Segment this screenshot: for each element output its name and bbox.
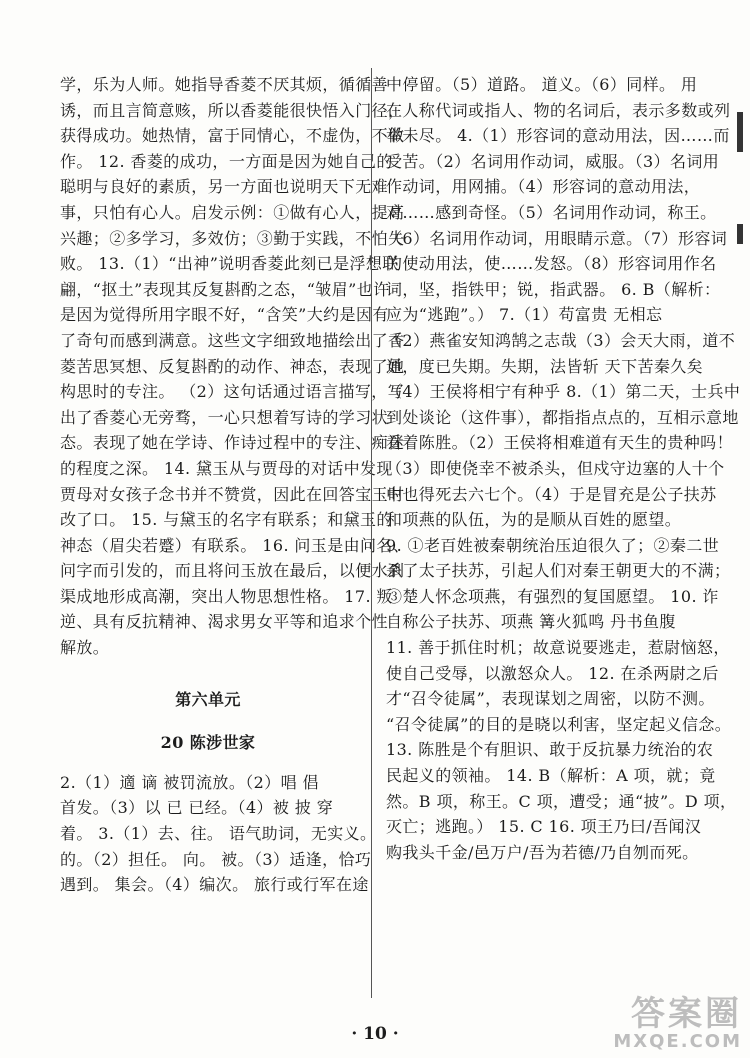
text-line: 是因为觉得所用字眼不好，“含笑”大约是因有 <box>60 305 389 325</box>
text-line: （4）王侯将相宁有种乎 8.（1）第二天，士兵中 <box>386 382 741 402</box>
lesson-title: 20 陈涉世家 <box>160 733 256 753</box>
text-line: 对……感到奇怪。（5）名词用作动词，称王。 <box>386 202 717 222</box>
text-line: ③楚人怀念项燕，有强烈的复国愿望。 10. 诈 <box>386 586 719 606</box>
text-line: 聪明与良好的素质，另一方面也说明天下无难 <box>60 177 389 197</box>
text-line: 中停留。（5）道路。 道义。（6）同样。 用 <box>386 75 698 94</box>
text-line: 11. 善于抓住时机；故意说要逃走，惹尉恼怒， <box>386 638 730 658</box>
text-line: 才“召令徒属”，表现谋划之周密，以防不测。 <box>386 689 715 709</box>
text-line: 贾母对女孩子念书并不赞赏，因此在回答宝玉时 <box>60 484 405 504</box>
text-line: （6）名词用作动词，用眼睛示意。（7）形容词 <box>386 228 728 248</box>
text-line: 通，度已失期。失期，法皆斩 天下苦秦久矣 <box>386 356 704 376</box>
text-line: 改了口。 15. 与黛玉的名字有联系；和黛玉的 <box>60 510 393 530</box>
text-line: “召令徒属”的目的是晓以利害，坚定起义信念。 <box>386 714 732 734</box>
edge-mark <box>737 112 743 152</box>
text-line: 中也得死去六七个。（4）于是冒充是公子扶苏 <box>386 484 717 504</box>
text-line: 的使动用法，使……发怒。（8）形容词用作名 <box>386 254 717 274</box>
text-line: 受苦。（2）名词用作动词，威服。（3）名词用 <box>386 151 720 171</box>
text-line: 灭亡；逃跑。） 15. C 16. 项王乃曰/吾闻汉 <box>386 817 702 837</box>
text-line: 到处谈论（这件事），都指指点点的，互相示意地 <box>386 407 739 427</box>
unit-title: 第六单元 <box>175 689 241 709</box>
text-line: 解放。 <box>60 638 110 658</box>
right-column <box>386 72 741 865</box>
edge-mark <box>737 224 743 244</box>
text-line: 翩，“抠土”表现其反复斟酌之态，“皱眉”也许 <box>60 279 390 299</box>
text-line: 获得成功。她热情，富于同情心，不虚伪，不做 <box>60 126 405 146</box>
text-line: 逆、具有反抗精神、渴求男女平等和追求个性 <box>60 612 389 632</box>
text-line: 问字而引发的，而且将问玉放在最后，以便水到 <box>60 561 405 581</box>
text-line: 事，只怕有心人。启发示例：①做有心人，提高 <box>60 202 405 222</box>
text-line: 的。（2）担任。 向。 被。（3）适逢，恰巧 <box>60 849 372 869</box>
text-line: 了奇句而感到满意。这些文字细致地描绘出了香 <box>60 330 405 350</box>
text-line: 作。 12. 香菱的成功，一方面是因为她自己的 <box>60 151 393 171</box>
column-divider <box>371 68 372 998</box>
text-line: 出了香菱心无旁骛，一心只想着写诗的学习状 <box>60 407 389 427</box>
text-line: 败。 13.（1）“出神”说明香菱此刻已是浮想联 <box>60 254 399 274</box>
text-line: 诱，而且言简意赅，所以香菱能很快悟入门径， <box>60 100 405 120</box>
text-line: 然。B 项，称王。C 项，遭受；通“披”。D 项， <box>386 791 737 811</box>
text-line: 使自己受辱，以激怒众人。 12. 在杀两尉之后 <box>386 663 719 683</box>
text-line: 自称公子扶苏、项燕 篝火狐鸣 丹书鱼腹 <box>386 612 676 632</box>
watermark <box>613 996 742 1052</box>
text-line: 应为“逃跑”。） 7.（1）苟富贵 无相忘 <box>386 305 663 325</box>
text-line: 看着陈胜。（2）王侯将相难道有天生的贵种吗！ <box>386 433 733 453</box>
text-line: （2）燕雀安知鸿鹄之志哉（3）会天大雨，道不 <box>386 330 736 350</box>
text-line: 神态（眉尖若蹙）有联系。 16. 问玉是由问名、 <box>60 535 410 555</box>
text-line: 在人称代词或指人、物的名词后，表示多数或列 <box>386 100 731 120</box>
text-line: 民起义的领袖。 14. B（解析：A 项，就；竟 <box>386 766 716 786</box>
watermark-logo-text: 答案圈 <box>631 994 742 1034</box>
watermark-url: MXQE.COM <box>613 1031 742 1052</box>
text-line: 学，乐为人师。她指导香菱不厌其烦，循循善 <box>60 75 389 94</box>
text-line: 态。表现了她在学诗、作诗过程中的专注、痴迷 <box>60 433 405 453</box>
text-line: 菱苦思冥想、反复斟酌的动作、神态，表现了她 <box>60 356 405 376</box>
text-line: 购我头千金/邑万户/吾为若德/乃自刎而死。 <box>386 842 699 862</box>
text-line: 着。 3.（1）去、往。 语气助词，无实义。 <box>60 824 377 844</box>
text-line: 首发。（3）以 已 已经。（4）被 披 穿 <box>60 798 334 818</box>
text-line: 构思时的专注。 （2）这句话通过语言描写，写 <box>60 382 405 402</box>
text-line: 和项燕的队伍，为的是顺从百姓的愿望。 <box>386 510 682 530</box>
text-line: 渠成地形成高潮，突出人物思想性格。 17. 叛 <box>60 586 393 606</box>
text-line: 遇到。 集会。（4）编次。 旅行或行军在途 <box>60 875 369 895</box>
text-line: （3）即使侥幸不被杀头，但戍守边塞的人十个 <box>386 458 725 478</box>
text-line: 作动词，用网捕。（4）形容词的意动用法， <box>386 177 701 197</box>
page-number: · 10 · <box>351 1024 399 1044</box>
text-line: 兴趣；②多学习，多效仿；③勤于实践，不怕失 <box>60 228 405 248</box>
text-line: 词，坚，指铁甲；锐，指武器。 6. B（解析： <box>386 279 721 299</box>
text-line: 13. 陈胜是个有胆识、敢于反抗暴力统治的农 <box>386 740 714 760</box>
text-line: 2.（1）適 谪 被罚流放。（2）唱 倡 <box>60 772 319 792</box>
text-line: 的程度之深。 14. 黛玉从与贾母的对话中发现 <box>60 458 393 478</box>
left-column <box>60 72 410 898</box>
text-line: 举未尽。 4.（1）形容词的意动用法，因……而 <box>386 126 730 146</box>
text-line: 9. ①老百姓被秦朝统治压迫很久了；②秦二世 <box>386 535 720 555</box>
text-line: 杀了太子扶苏，引起人们对秦王朝更大的不满； <box>386 561 731 581</box>
